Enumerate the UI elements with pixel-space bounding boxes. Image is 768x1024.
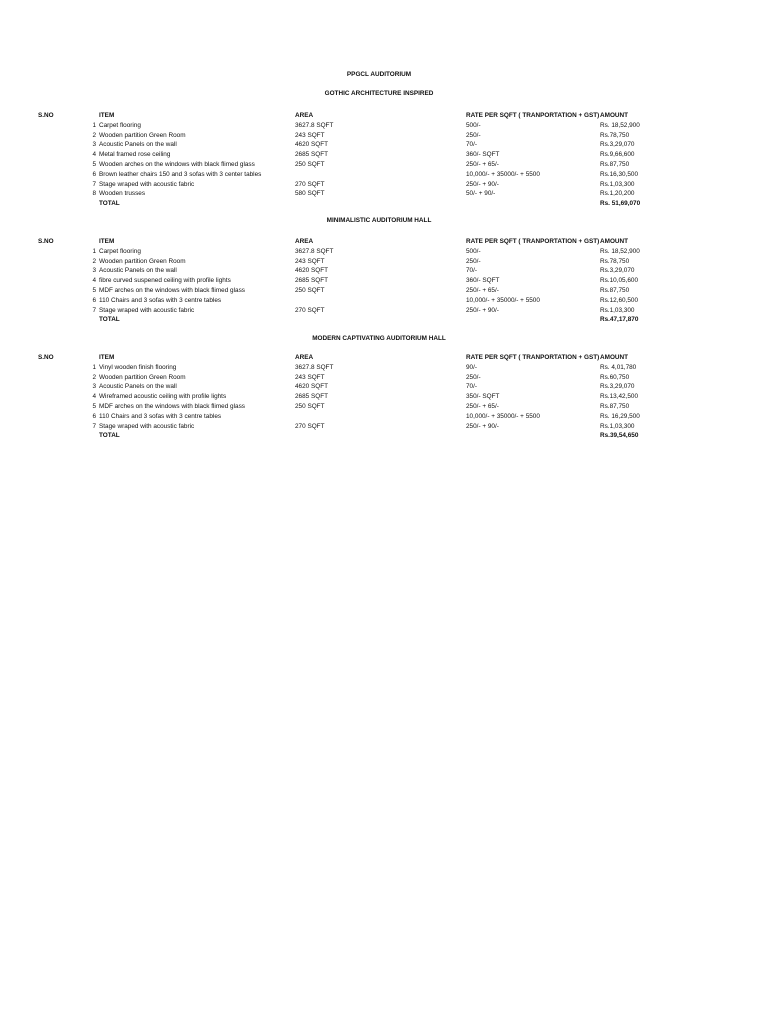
row-item: Wooden partition Green Room bbox=[99, 373, 186, 381]
row-item: fibre curved suspened ceiling with profile lights bbox=[99, 277, 231, 285]
row-number: 4 bbox=[92, 277, 96, 285]
row-rate: 10,000/- + 35000/- + 5500 bbox=[466, 296, 540, 304]
row-number: 2 bbox=[92, 257, 96, 265]
table-header-row bbox=[0, 111, 768, 121]
row-item: Vinyl wooden finish flooring bbox=[99, 363, 177, 371]
header-amount: AMOUNT bbox=[600, 354, 629, 361]
row-rate: 350/- SQFT bbox=[466, 393, 500, 401]
total-row bbox=[0, 315, 768, 325]
table-row bbox=[0, 286, 768, 296]
table-row bbox=[0, 412, 768, 422]
row-item: Wireframed acoustic ceiling with profile lights bbox=[99, 393, 227, 401]
row-rate: 10,000/- + 35000/- + 5500 bbox=[466, 412, 540, 420]
row-area: 580 SQFT bbox=[295, 190, 325, 198]
row-number: 2 bbox=[92, 131, 96, 139]
row-number: 4 bbox=[92, 151, 96, 159]
row-rate: 250/- bbox=[466, 373, 481, 381]
row-amount: Rs. 18,52,900 bbox=[600, 247, 640, 255]
row-number: 3 bbox=[92, 383, 96, 391]
table-row bbox=[0, 422, 768, 432]
header-rate: RATE PER SQFT ( TRANPORTATION + GST) bbox=[466, 112, 600, 119]
section-minimalistic bbox=[0, 216, 768, 226]
row-rate: 360/- SQFT bbox=[466, 277, 500, 285]
header-area: AREA bbox=[295, 354, 314, 361]
table-row bbox=[0, 160, 768, 170]
table-row bbox=[0, 363, 768, 373]
section-modern bbox=[0, 334, 768, 344]
row-number: 1 bbox=[92, 247, 96, 255]
row-amount: Rs.13,42,500 bbox=[600, 393, 639, 401]
table-gothic bbox=[0, 111, 768, 209]
table-row bbox=[0, 257, 768, 267]
row-number: 5 bbox=[92, 286, 96, 294]
table-row bbox=[0, 189, 768, 199]
header-sno: S.NO bbox=[38, 238, 54, 245]
row-amount: Rs.60,750 bbox=[600, 373, 630, 381]
row-amount: Rs. 16,29,500 bbox=[600, 412, 640, 420]
row-item: Stage wraped with acoustic fabric bbox=[99, 180, 195, 188]
row-amount: Rs.16,30,500 bbox=[600, 170, 639, 178]
table-row bbox=[0, 276, 768, 286]
document-title: PPGCL AUDITORIUM bbox=[346, 71, 412, 78]
total-row bbox=[0, 431, 768, 441]
row-area: 3627.8 SQFT bbox=[295, 121, 334, 129]
row-rate: 250/- + 65/- bbox=[466, 160, 499, 168]
header-item: ITEM bbox=[99, 112, 115, 119]
table-modern bbox=[0, 353, 768, 441]
table-header-row bbox=[0, 353, 768, 363]
row-rate: 250/- + 90/- bbox=[466, 422, 499, 430]
row-item: Carpet flooring bbox=[99, 121, 141, 129]
row-item: Wooden trusses bbox=[99, 190, 146, 198]
table-row bbox=[0, 373, 768, 383]
row-amount: Rs.1,20,200 bbox=[600, 190, 635, 198]
table-row bbox=[0, 392, 768, 402]
row-area: 250 SQFT bbox=[295, 402, 325, 410]
row-rate: 360/- SQFT bbox=[466, 151, 500, 159]
table-row bbox=[0, 306, 768, 316]
row-item: Carpet flooring bbox=[99, 247, 141, 255]
row-area: 2685 SQFT bbox=[295, 393, 329, 401]
row-number: 1 bbox=[92, 363, 96, 371]
row-item: Stage wraped with acoustic fabric bbox=[99, 306, 195, 314]
row-rate: 500/- bbox=[466, 121, 481, 129]
row-amount: Rs.87,750 bbox=[600, 286, 630, 294]
section-title: GOTHIC ARCHITECTURE INSPIRED bbox=[324, 90, 434, 97]
row-item: MDF arches on the windows with black flimed glass bbox=[99, 402, 245, 410]
row-number: 2 bbox=[92, 373, 96, 381]
row-number: 3 bbox=[92, 267, 96, 275]
table-row bbox=[0, 266, 768, 276]
row-number: 5 bbox=[92, 402, 96, 410]
row-item: Brown leather chairs 150 and 3 sofas with 3 center tables bbox=[99, 170, 262, 178]
header-item: ITEM bbox=[99, 238, 115, 245]
row-area: 270 SQFT bbox=[295, 180, 325, 188]
total-amount: Rs. 51,69,070 bbox=[600, 200, 641, 208]
row-number: 6 bbox=[92, 296, 96, 304]
row-item: 110 Chairs and 3 sofas with 3 centre tables bbox=[99, 412, 222, 420]
total-amount: Rs.47,17,870 bbox=[600, 316, 639, 324]
row-rate: 250/- bbox=[466, 257, 481, 265]
table-row bbox=[0, 150, 768, 160]
total-label: TOTAL bbox=[99, 432, 120, 440]
row-area: 3627.8 SQFT bbox=[295, 247, 334, 255]
header-area: AREA bbox=[295, 112, 314, 119]
row-amount: Rs.87,750 bbox=[600, 402, 630, 410]
row-amount: Rs.78,750 bbox=[600, 131, 630, 139]
row-area: 2685 SQFT bbox=[295, 151, 329, 159]
row-item: MDF arches on the windows with black flimed glass bbox=[99, 286, 245, 294]
row-number: 3 bbox=[92, 141, 96, 149]
section-title: MODERN CAPTIVATING AUDITORIUM HALL bbox=[312, 335, 446, 342]
row-area: 270 SQFT bbox=[295, 306, 325, 314]
header-item: ITEM bbox=[99, 354, 115, 361]
row-area: 270 SQFT bbox=[295, 422, 325, 430]
row-area: 3627.8 SQFT bbox=[295, 363, 334, 371]
row-number: 6 bbox=[92, 412, 96, 420]
row-area: 2685 SQFT bbox=[295, 277, 329, 285]
total-label: TOTAL bbox=[99, 316, 120, 324]
row-amount: Rs. 4,01,780 bbox=[600, 363, 637, 371]
row-amount: Rs.9,66,600 bbox=[600, 151, 635, 159]
total-row bbox=[0, 199, 768, 209]
row-number: 5 bbox=[92, 160, 96, 168]
table-row bbox=[0, 247, 768, 257]
row-number: 8 bbox=[92, 190, 96, 198]
row-rate: 70/- bbox=[466, 141, 478, 149]
row-number: 7 bbox=[92, 422, 96, 430]
row-rate: 250/- bbox=[466, 131, 481, 139]
row-area: 4620 SQFT bbox=[295, 383, 329, 391]
row-amount: Rs.87,750 bbox=[600, 160, 630, 168]
row-rate: 250/- + 65/- bbox=[466, 402, 499, 410]
table-header-row bbox=[0, 237, 768, 247]
row-area: 243 SQFT bbox=[295, 131, 325, 139]
row-rate: 50/- + 90/- bbox=[466, 190, 496, 198]
row-number: 4 bbox=[92, 393, 96, 401]
row-number: 6 bbox=[92, 170, 96, 178]
header-rate: RATE PER SQFT ( TRANPORTATION + GST) bbox=[466, 354, 600, 361]
row-item: Wooden partition Green Room bbox=[99, 131, 186, 139]
section-title: MINIMALISTIC AUDITORIUM HALL bbox=[326, 217, 432, 224]
row-rate: 250/- + 90/- bbox=[466, 180, 499, 188]
row-amount: Rs.1,03,300 bbox=[600, 422, 635, 430]
row-area: 243 SQFT bbox=[295, 373, 325, 381]
row-area: 250 SQFT bbox=[295, 160, 325, 168]
row-amount: Rs.10,05,600 bbox=[600, 277, 639, 285]
row-amount: Rs.3,29,070 bbox=[600, 383, 635, 391]
row-area: 243 SQFT bbox=[295, 257, 325, 265]
header-area: AREA bbox=[295, 238, 314, 245]
section-gothic bbox=[0, 89, 768, 99]
table-minimalistic bbox=[0, 237, 768, 325]
row-item: Wooden arches on the windows with black flimed glass bbox=[99, 160, 255, 168]
row-number: 7 bbox=[92, 306, 96, 314]
row-item: Wooden partition Green Room bbox=[99, 257, 186, 265]
row-rate: 10,000/- + 35000/- + 5500 bbox=[466, 170, 540, 178]
row-number: 7 bbox=[92, 180, 96, 188]
header-amount: AMOUNT bbox=[600, 238, 629, 245]
row-area: 4620 SQFT bbox=[295, 267, 329, 275]
header-sno: S.NO bbox=[38, 354, 54, 361]
row-amount: Rs.3,29,070 bbox=[600, 141, 635, 149]
row-item: 110 Chairs and 3 sofas with 3 centre tables bbox=[99, 296, 222, 304]
row-item: Acoustic Panels on the wall bbox=[99, 267, 177, 275]
header-rate: RATE PER SQFT ( TRANPORTATION + GST) bbox=[466, 238, 600, 245]
row-amount: Rs.3,29,070 bbox=[600, 267, 635, 275]
row-rate: 90/- bbox=[466, 363, 478, 371]
table-row bbox=[0, 140, 768, 150]
row-item: Metal framed rose ceiling bbox=[99, 151, 171, 159]
row-number: 1 bbox=[92, 121, 96, 129]
header-sno: S.NO bbox=[38, 112, 54, 119]
header-amount: AMOUNT bbox=[600, 112, 629, 119]
table-row bbox=[0, 131, 768, 141]
table-row bbox=[0, 296, 768, 306]
table-row bbox=[0, 170, 768, 180]
row-item: Stage wraped with acoustic fabric bbox=[99, 422, 195, 430]
row-amount: Rs. 18,52,900 bbox=[600, 121, 640, 129]
row-amount: Rs.78,750 bbox=[600, 257, 630, 265]
table-row bbox=[0, 180, 768, 190]
table-row bbox=[0, 382, 768, 392]
row-item: Acoustic Panels on the wall bbox=[99, 141, 177, 149]
row-amount: Rs.1,03,300 bbox=[600, 180, 635, 188]
row-item: Acoustic Panels on the wall bbox=[99, 383, 177, 391]
row-rate: 500/- bbox=[466, 247, 481, 255]
row-amount: Rs.1,03,300 bbox=[600, 306, 635, 314]
row-rate: 70/- bbox=[466, 383, 478, 391]
row-area: 4620 SQFT bbox=[295, 141, 329, 149]
row-rate: 250/- + 65/- bbox=[466, 286, 499, 294]
table-row bbox=[0, 121, 768, 131]
row-area: 250 SQFT bbox=[295, 286, 325, 294]
row-rate: 250/- + 90/- bbox=[466, 306, 499, 314]
total-amount: Rs.39,54,650 bbox=[600, 432, 639, 440]
table-row bbox=[0, 402, 768, 412]
total-label: TOTAL bbox=[99, 200, 120, 208]
row-rate: 70/- bbox=[466, 267, 478, 275]
row-amount: Rs.12,60,500 bbox=[600, 296, 639, 304]
